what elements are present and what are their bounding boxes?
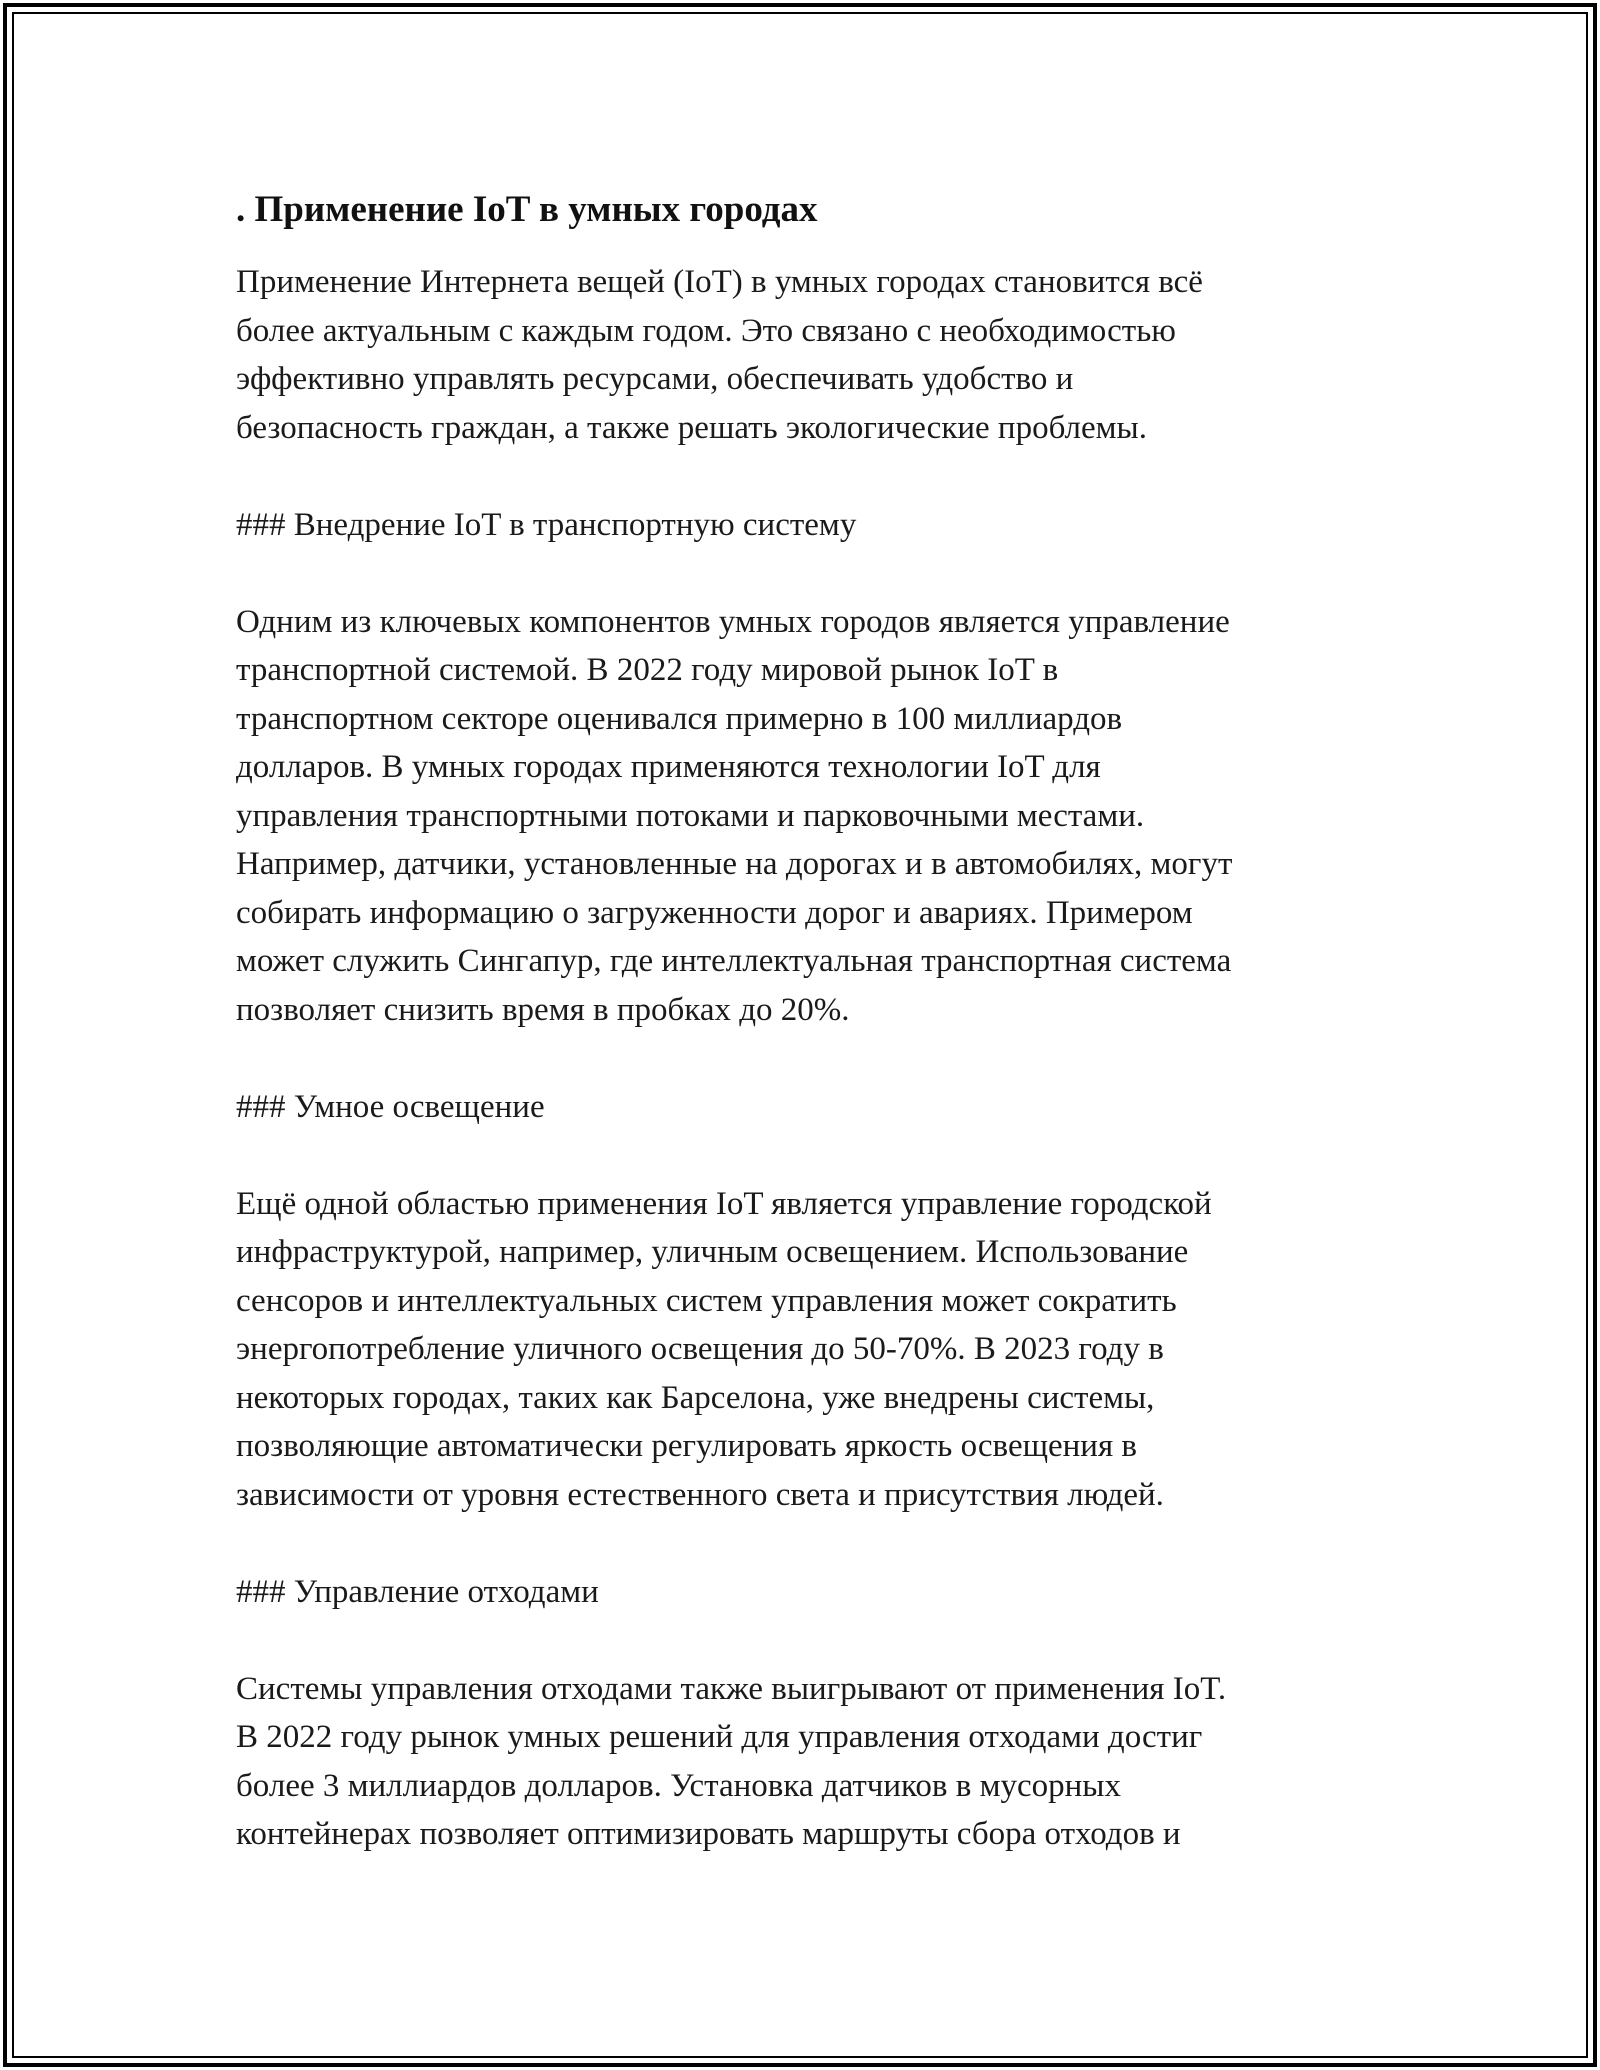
spacer [236, 1034, 1416, 1083]
document-body [236, 186, 1416, 1859]
section-text-lighting: Ещё одной областью применения IoT является управление городской инфраструктурой, например, уличным освещением. Использование сенсоров и интеллектуальных систем управления может сократить энергопотребление уличного освещения до 50-70%. В 2023 году в некоторых городах, таких как Барселона, уже внедрены системы, позволяющие автоматически регулировать яркость освещения в зависимости от уровня естественного света и присутствия людей. [236, 1185, 1212, 1513]
intro-paragraph: Применение Интернета вещей (IoT) в умных городах становится всё более актуальным с каждым годом. Это связано с необходимостью эффективно управлять ресурсами, обеспечивать удобство и безопасность граждан, а также решать экологические проблемы. [236, 264, 1203, 446]
section-text-transport: Одним из ключевых компонентов умных городов является управление транспортной системой. В 2022 году мировой рынок IoT в транспортном секторе оценивался примерно в 100 миллиардов долларов. В умных городах применяются технологии IoT для управления транспортными потоками и парковочными местами. Например, датчики, установленные на дорогах и в автомобилях, могут собирать информацию о загруженности дорог и авариях. Примером может служить Сингапур, где интеллектуальная транспортная система позволяет снизить время в пробках до 20%. [236, 603, 1233, 1028]
spacer [236, 1616, 1416, 1665]
spacer [236, 1131, 1416, 1180]
section-heading-transport: ### Внедрение IoT в транспортную систему [236, 506, 857, 543]
section-heading-waste: ### Управление отходами [236, 1573, 599, 1610]
spacer [236, 452, 1416, 501]
spacer [236, 1519, 1416, 1568]
section-heading-lighting: ### Умное освещение [236, 1088, 545, 1125]
document-title: . Применение IoT в умных городах [236, 189, 818, 230]
spacer [236, 549, 1416, 598]
section-text-waste: Системы управления отходами также выигрывают от применения IoT. В 2022 году рынок умных решений для управления отходами достиг более 3 миллиардов долларов. Установка датчиков в мусорных контейнерах позволяет оптимизировать маршруты сбора отходов и [236, 1670, 1227, 1852]
